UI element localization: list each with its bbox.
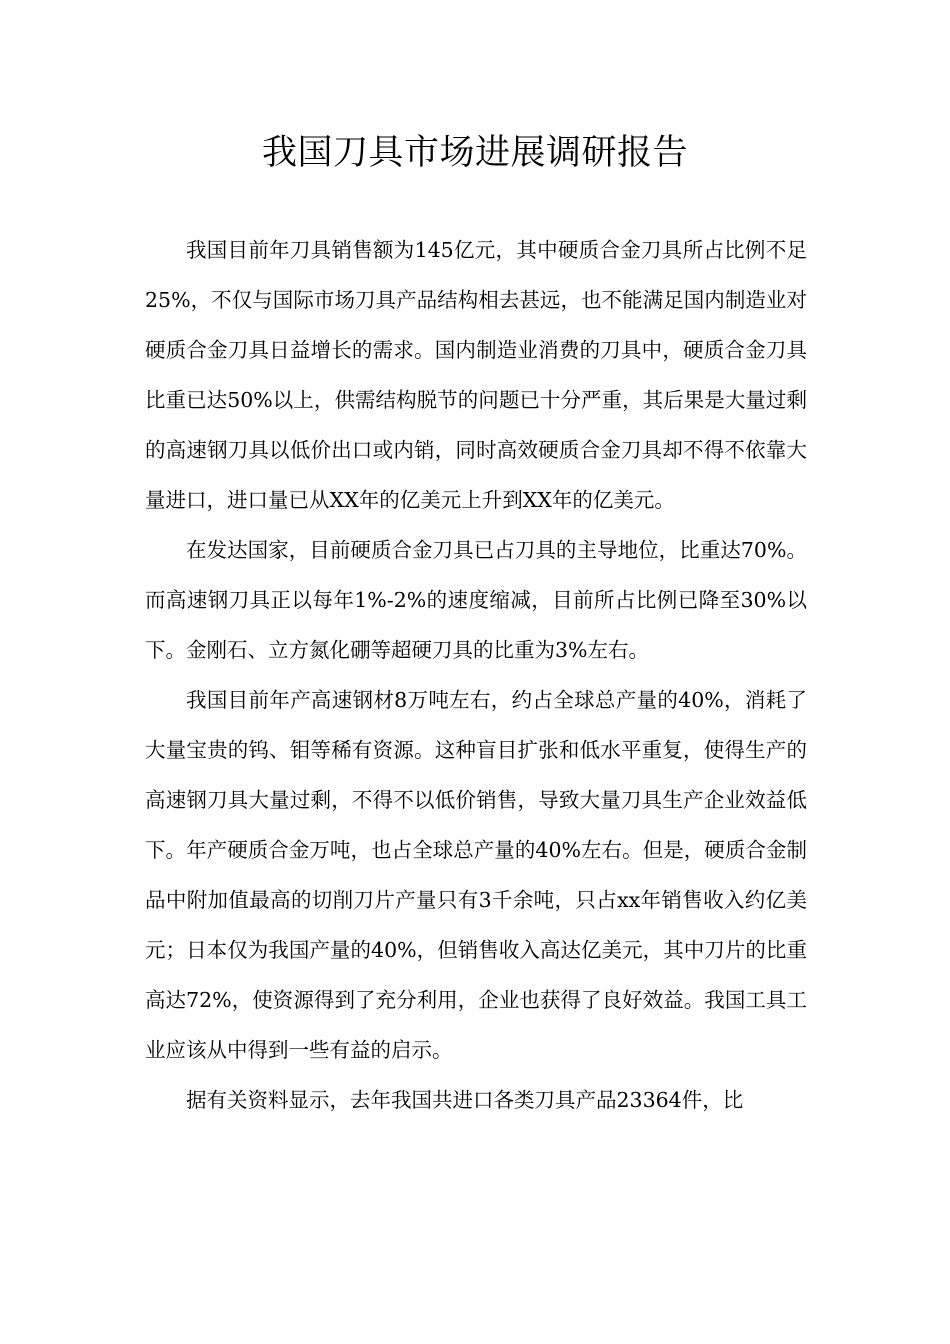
paragraph-1: 我国目前年刀具销售额为145亿元，其中硬质合金刀具所占比例不足25%，不仅与国际市场刀具产品结构相去甚远，也不能满足国内制造业对硬质合金刀具日益增长的需求。国内制造业消费的刀具中，硬质合金刀具比重已达50%以上，供需结构脱节的问题已十分严重，其后果是大量过剩的高速钢刀具以低价出口或内销，同时高效硬质合金刀具却不得不依靠大量进口，进口量已从XX年的亿美元上升到XX年的亿美元。 <box>145 238 807 512</box>
paragraph-3: 我国目前年产高速钢材8万吨左右，约占全球总产量的40%，消耗了大量宝贵的钨、钼等稀有资源。这种盲目扩张和低水平重复，使得生产的高速钢刀具大量过剩，不得不以低价销售，导致大量刀具生产企业效益低下。年产硬质合金万吨，也占全球总产量的40%左右。但是，硬质合金制品中附加值最高的切削刀片产量只有3千余吨，只占xx年销售收入约亿美元；日本仅为我国产量的40%，但销售收入高达亿美元，其中刀片的比重高达72%，使资源得到了充分利用，企业也获得了良好效益。我国工具工业应该从中得到一些有益的启示。 <box>145 688 807 1062</box>
document-body <box>145 225 807 1125</box>
paragraph-4: 据有关资料显示，去年我国共进口各类刀具产品23364件，比 <box>186 1088 744 1112</box>
document-title: 我国刀具市场进展调研报告 <box>261 133 688 173</box>
paragraph-2: 在发达国家，目前硬质合金刀具已占刀具的主导地位，比重达70%。而高速钢刀具正以每年1%-2%的速度缩减，目前所占比例已降至30%以下。金刚石、立方氮化硼等超硬刀具的比重为3%左右。 <box>145 538 807 662</box>
